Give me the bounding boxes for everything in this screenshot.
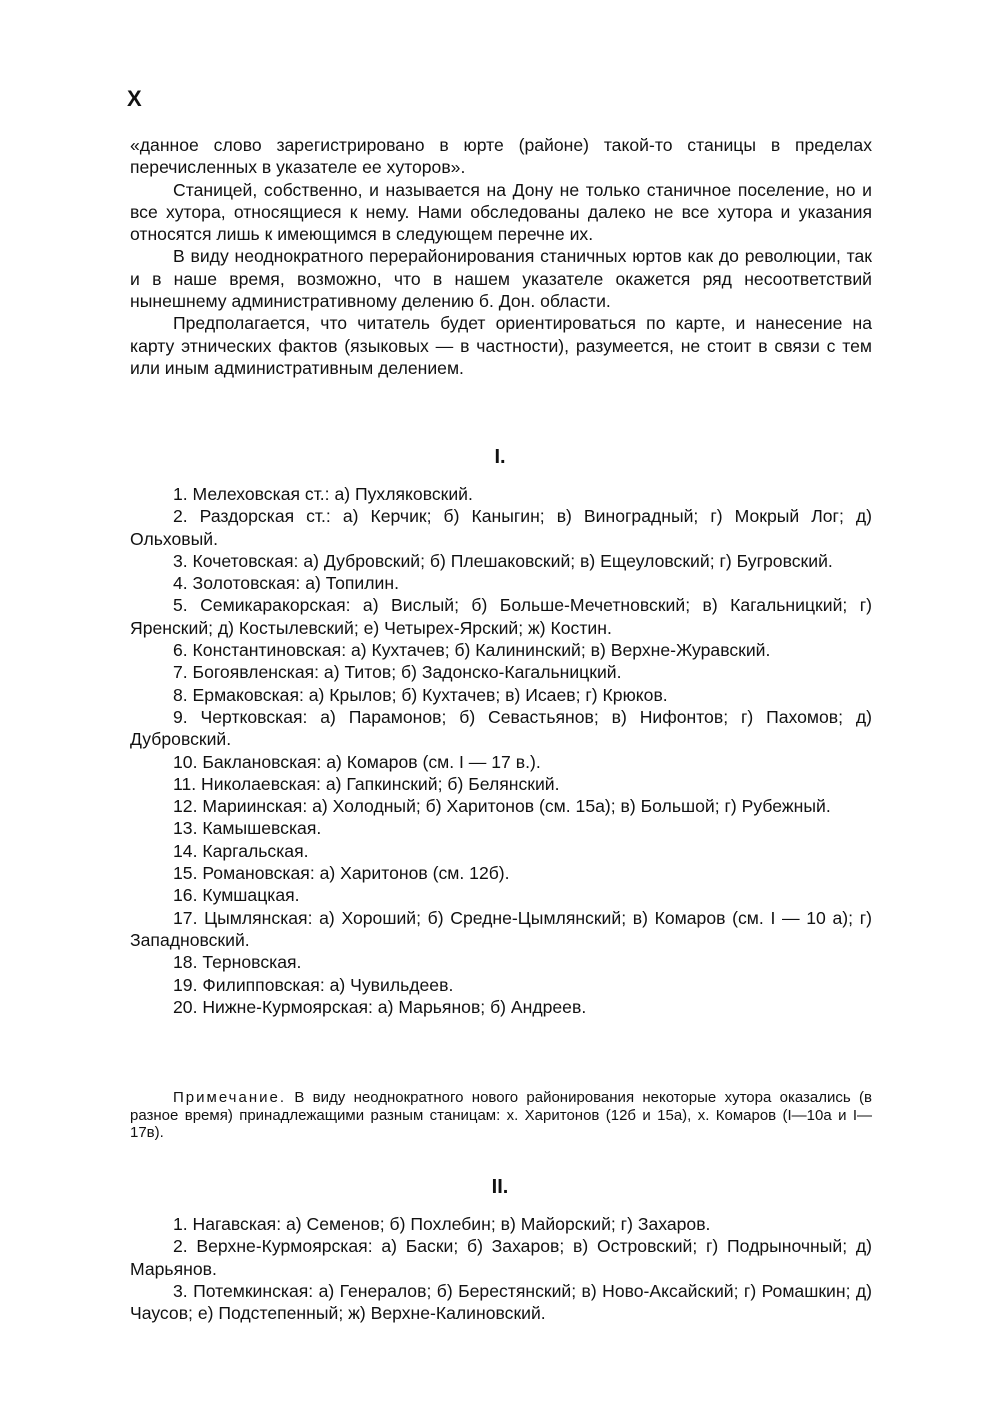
list-item: 3. Кочетовская: а) Дубровский; б) Плешаковский; в) Ещеуловский; г) Бугровский.	[173, 550, 833, 571]
section-heading-2: II.	[491, 1176, 509, 1198]
intro-paragraph: Предполагается, что читатель будет ориентироваться по карте, и нанесение на карту этнических фактов (языковых — в частности), разумеется, не стоит в связи с тем или иным административным делением.	[130, 313, 872, 378]
list-item: 12. Мариинская: а) Холодный; б) Харитонов (см. 15а); в) Большой; г) Рубежный.	[173, 796, 831, 817]
list-item: 9. Чертковская: а) Парамонов; б) Севастьянов; в) Нифонтов; г) Пахомов; д) Дубровский.	[130, 706, 872, 750]
list-item: 1. Мелеховская ст.: а) Пухляковский.	[173, 484, 473, 504]
section-1-note	[130, 1089, 872, 1142]
list-item: 17. Цымлянская: а) Хороший; б) Средне-Цымлянский; в) Комаров (см. I — 10 а); г) Западновский.	[130, 907, 872, 950]
intro-paragraph: «данное слово зарегистрировано в юрте (районе) такой-то станицы в пределах перечисленных в указателе ее хуторов».	[130, 135, 872, 178]
list-item: 1. Нагавская: а) Семенов; б) Похлебин; в) Майорский; г) Захаров.	[173, 1214, 711, 1234]
list-item: 6. Константиновская: а) Кухтачев; б) Калининский; в) Верхне-Журавский.	[173, 640, 771, 661]
intro-text	[130, 134, 872, 379]
list-item: 2. Верхне-Курмоярская: а) Баски; б) Захаров; в) Островский; г) Подрыночный; д) Марьянов.	[130, 1236, 872, 1279]
section-1-list	[130, 483, 872, 1018]
list-item: 4. Золотовская: а) Топилин.	[173, 573, 399, 594]
list-item: 8. Ермаковская: а) Крылов; б) Кухтачев; в) Исаев; г) Крюков.	[173, 684, 668, 705]
section-heading-1: I.	[494, 446, 506, 468]
list-item: 2. Раздорская ст.: а) Керчик; б) Каныгин; в) Виноградный; г) Мокрый Лог; д) Ольховый.	[130, 506, 872, 549]
list-item: 3. Потемкинская: а) Генералов; б) Берестянский; в) Ново-Аксайский; г) Ромашкин; д) Чаусов; е) Подстепенный; ж) Верхне-Калиновский.	[130, 1280, 872, 1324]
page-number: X	[127, 86, 142, 111]
list-item: 10. Баклановская: а) Комаров (см. I — 17 в.).	[173, 751, 541, 772]
list-item: 19. Филипповская: а) Чувильдеев.	[173, 974, 454, 995]
list-item: 7. Богоявленская: а) Титов; б) Задонско-Кагальницкий.	[173, 662, 622, 683]
intro-paragraph: В виду неоднократного перерайонирования станичных юртов как до революции, так и в наше время, возможно, что в нашем указателе окажется ряд несоответствий нынешнему административному делению б. Дон. области.	[130, 246, 872, 312]
note-text: В виду неоднократного нового районирования некоторые хутора оказались (в разное время) принадлежащими разным станицам: х. Харитонов (12б и 15а), х. Комаров (I—10а и I—17в).	[130, 1089, 872, 1141]
list-item: 16. Кумшацкая.	[173, 885, 300, 906]
list-item: 18. Терновская.	[173, 952, 302, 973]
list-item: 5. Семикаракорская: а) Вислый; б) Больше-Мечетновский; в) Кагальницкий; г) Яренский; д) Костылевский; е) Четырех-Ярский; ж) Костин.	[130, 595, 872, 638]
list-item: 20. Нижне-Курмоярская: а) Марьянов; б) Андреев.	[173, 996, 587, 1017]
intro-paragraph: Станицей, собственно, и называется на Дону не только станичное поселение, но и все хутора, относящиеся к нему. Нами обследованы далеко не все хутора и указания относятся лишь к имеющимся в следующем перечне их.	[130, 179, 872, 245]
list-item: 15. Романовская: а) Харитонов (см. 12б).	[173, 863, 510, 884]
section-2-list	[130, 1213, 872, 1324]
list-item: 11. Николаевская: а) Гапкинский; б) Белянский.	[173, 773, 560, 794]
list-item: 14. Каргальская.	[173, 840, 309, 861]
list-item: 13. Камышевская.	[173, 818, 322, 839]
note-label: Примечание.	[173, 1089, 286, 1106]
